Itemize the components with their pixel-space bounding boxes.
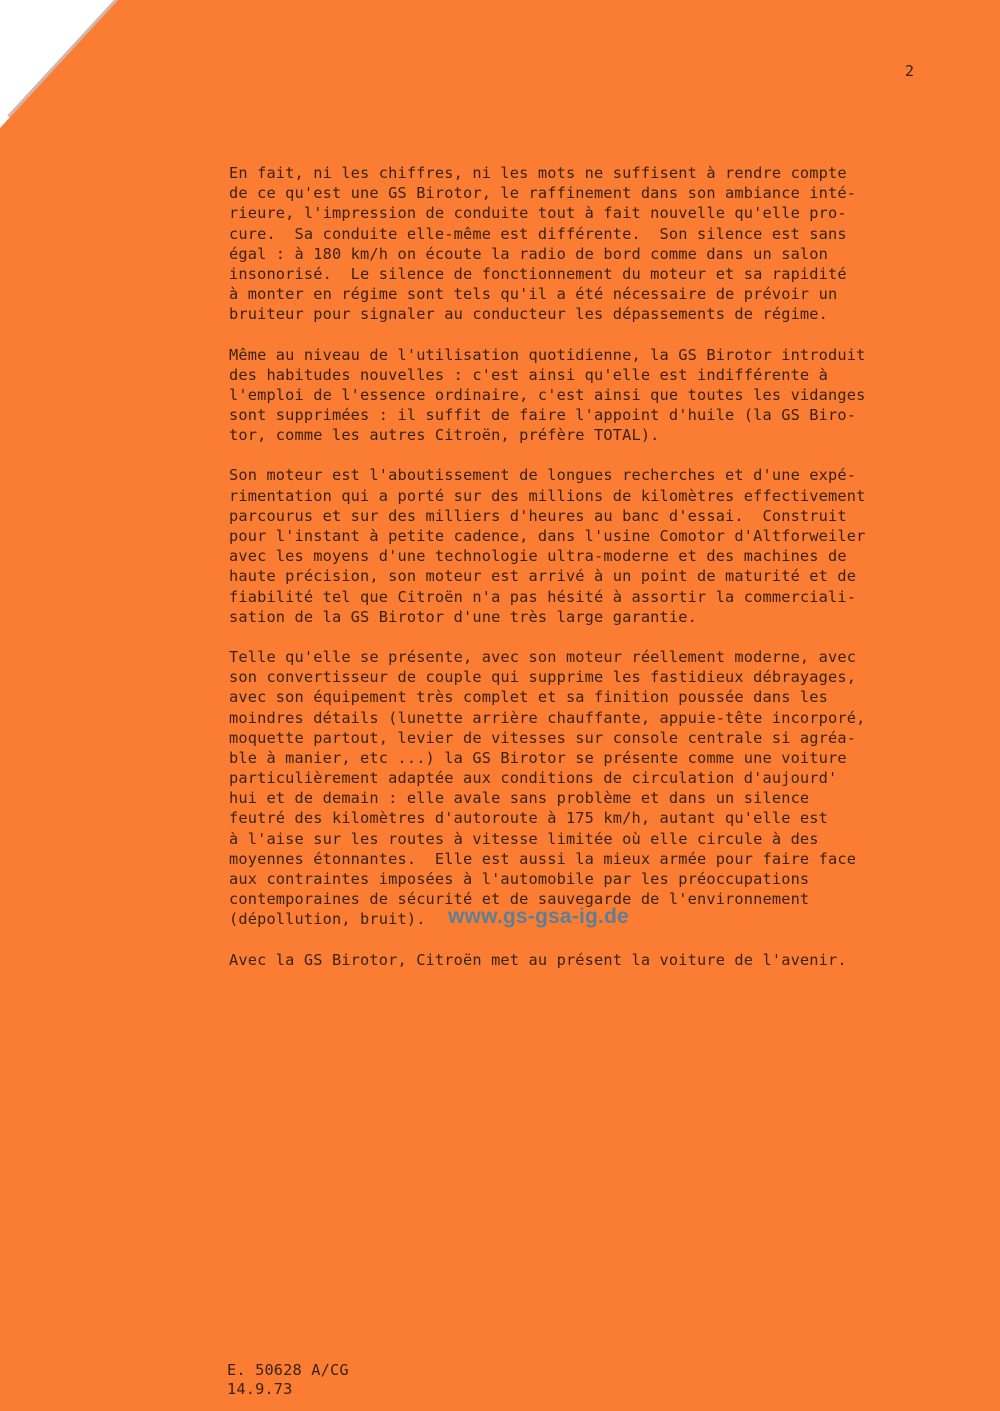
text-line: avec son équipement très complet et sa finition poussée dans les [229, 688, 829, 707]
text-line: Avec la GS Birotor, Citroën met au présent la voiture de l'avenir. [229, 950, 847, 969]
text-line: l'emploi de l'essence ordinaire, c'est ainsi que toutes les vidanges [229, 385, 866, 404]
text-line: Telle qu'elle se présente, avec son moteur réellement moderne, avec [229, 647, 857, 666]
text-line: hui et de demain : elle avale sans problème et dans un silence [229, 789, 810, 808]
text-line: des habitudes nouvelles : c'est ainsi qu'elle est indifférente à [229, 365, 829, 384]
text-line: sont supprimées : il suffit de faire l'appoint d'huile (la GS Biro- [229, 406, 857, 425]
paragraph [229, 647, 989, 930]
text-line: ble à manier, etc ...) la GS Birotor se présente comme une voiture [229, 748, 847, 767]
text-line: à l'aise sur les routes à vitesse limitée où elle circule à des [229, 829, 819, 848]
text-line: Même au niveau de l'utilisation quotidienne, la GS Birotor introduit [229, 345, 866, 364]
paragraph [229, 163, 989, 325]
text-line: rimentation qui a porté sur des millions de kilomètres effectivement [229, 486, 866, 505]
text-line: pour l'instant à petite cadence, dans l'usine Comotor d'Altforweiler [229, 527, 866, 545]
text-line: rieure, l'impression de conduite tout à fait nouvelle qu'elle pro- [229, 204, 847, 223]
page-number: 2 [905, 62, 915, 80]
text-line: Son moteur est l'aboutissement de longues recherches et d'une expé- [229, 466, 857, 485]
text-line: avec les moyens d'une technologie ultra-moderne et des machines de [229, 547, 847, 566]
watermark-url: www.gs-gsa-ig.de [448, 905, 629, 928]
text-line: parcourus et sur des milliers d'heures au banc d'essai. Construit [229, 506, 847, 525]
paragraph [229, 345, 989, 446]
text-line: moquette partout, levier de vitesses sur console centrale si agréa- [229, 728, 857, 747]
text-line: particulièrement adaptée aux conditions de circulation d'aujourd' [229, 769, 838, 788]
text-line: contemporaines de sécurité et de sauvegarde de l'environnement [229, 890, 810, 909]
text-line: égal : à 180 km/h on écoute la radio de bord comme dans un salon [229, 244, 829, 263]
text-line: bruiteur pour signaler au conducteur les dépassements de régime. [229, 305, 829, 324]
text-line: fiabilité tel que Citroën n'a pas hésité à assortir la commerciali- [229, 587, 857, 606]
text-line: tor, comme les autres Citroën, préfère TOTAL). [229, 426, 660, 445]
text-line: haute précision, son moteur est arrivé à un point de maturité et de [229, 567, 857, 586]
text-line: sation de la GS Birotor d'une très large garantie. [229, 607, 697, 626]
text-line: moyennes étonnantes. Elle est aussi la mieux armée pour faire face [229, 849, 857, 868]
text-line: moindres détails (lunette arrière chauffante, appuie-tête incorporé, [229, 708, 866, 727]
text-line: de ce qu'est une GS Birotor, le raffinement dans son ambiance inté- [229, 184, 857, 203]
text-line: à monter en régime sont tels qu'il a été nécessaire de prévoir un [229, 285, 838, 304]
text-line: feutré des kilomètres d'autoroute à 175 km/h, autant qu'elle est [229, 809, 829, 828]
text-line: son convertisseur de couple qui supprime les fastidieux débrayages, [229, 668, 857, 687]
text-line: cure. Sa conduite elle-même est différente. Son silence est sans [229, 224, 847, 243]
paragraph [229, 465, 989, 627]
text-line: insonorisé. Le silence de fonctionnement du moteur et sa rapidité [229, 264, 847, 283]
footer-reference: E. 50628 A/CG [227, 1361, 349, 1379]
paragraph [229, 950, 989, 970]
text-line: aux contraintes imposées à l'automobile par les préoccupations [229, 870, 810, 888]
text-line: (dépollution, bruit). [229, 910, 426, 929]
text-line: En fait, ni les chiffres, ni les mots ne suffisent à rendre compte [229, 164, 847, 182]
body-text [229, 163, 989, 990]
folded-corner [0, 0, 118, 128]
footer-date: 14.9.73 [227, 1379, 293, 1398]
document-footer [227, 1361, 349, 1398]
